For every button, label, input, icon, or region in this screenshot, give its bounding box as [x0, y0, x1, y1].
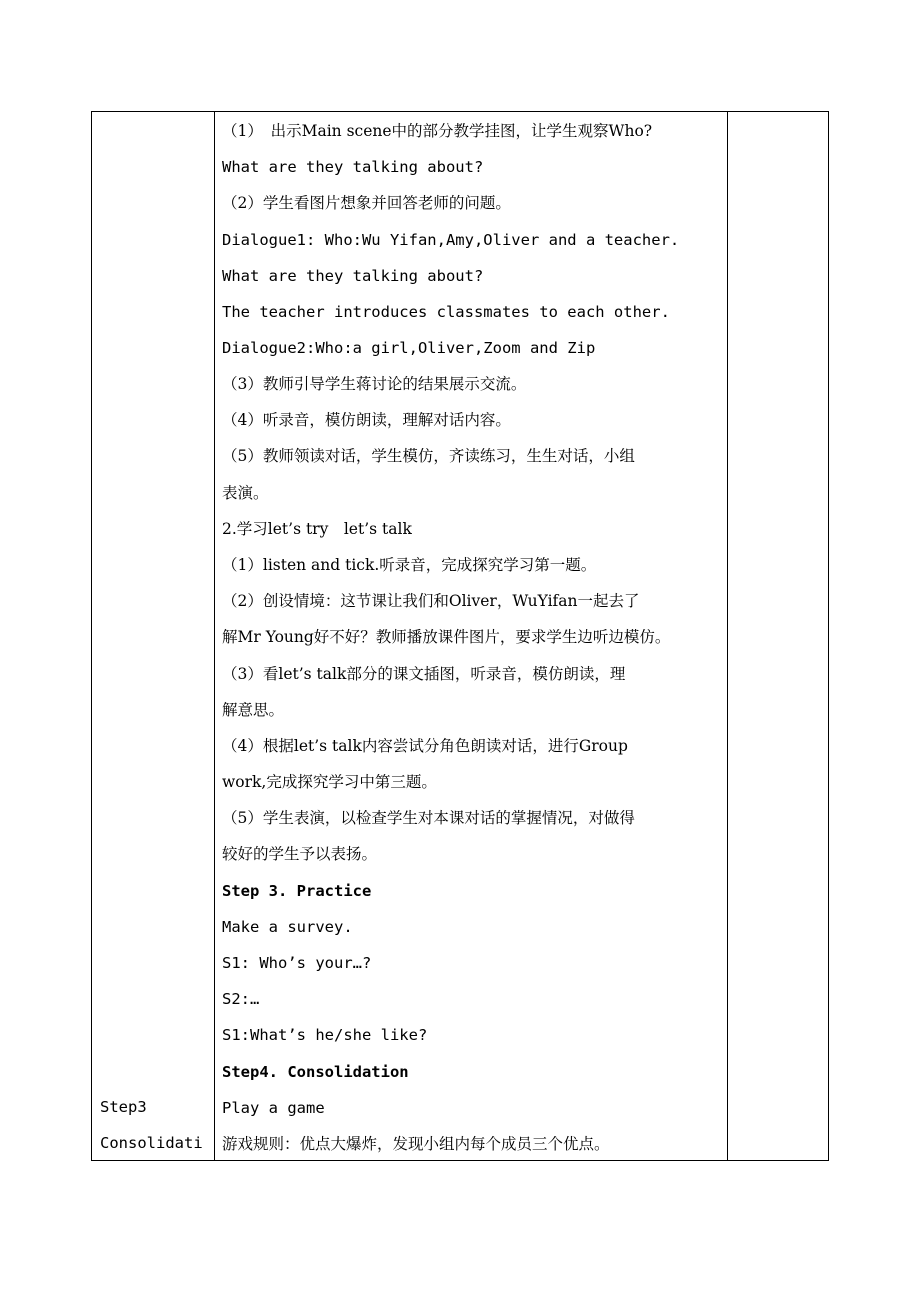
- step-name: Consolidati: [100, 1134, 203, 1152]
- text-line: What are they talking about?: [222, 158, 484, 176]
- text-line: （5）学生表演，以检查学生对本课对话的掌握情况，对做得: [222, 809, 635, 827]
- text-line: The teacher introduces classmates to each other.: [222, 303, 670, 321]
- text-line: 解Mr Young好不好？教师播放课件图片，要求学生边听边模仿。: [222, 628, 671, 646]
- text-line: 解意思。: [222, 701, 285, 719]
- text-line: （3）教师引导学生蒋讨论的结果展示交流。: [222, 375, 527, 393]
- text-line: Dialogue1: Who:Wu Yifan,Amy,Oliver and a teacher.: [222, 231, 680, 249]
- text-line: （4）根据let’s talk内容尝试分角色朗读对话，进行Group: [222, 737, 628, 755]
- text-line: （5）教师领读对话，学生模仿，齐读练习，生生对话，小组: [222, 447, 635, 465]
- section-heading: Step4. Consolidation: [222, 1063, 409, 1081]
- text-line: 游戏规则：优点大爆炸，发现小组内每个成员三个优点。: [222, 1135, 610, 1153]
- text-line: S1:What’s he/she like?: [222, 1026, 428, 1044]
- text-line: What are they talking about?: [222, 267, 484, 285]
- section-heading: Step 3. Practice: [222, 882, 372, 900]
- text-line: Dialogue2:Who:a girl,Oliver,Zoom and Zip: [222, 339, 596, 357]
- notes-column: [727, 112, 829, 1160]
- step-column: [92, 112, 214, 1160]
- text-line: （2）学生看图片想象并回答老师的问题。: [222, 194, 511, 212]
- text-line: 2.学习let’s try let’s talk: [222, 520, 412, 538]
- text-line: S2:…: [222, 990, 260, 1008]
- text-line: （1）listen and tick.听录音，完成探究学习第一题。: [222, 556, 597, 574]
- text-line: （4）听录音，模仿朗读，理解对话内容。: [222, 411, 511, 429]
- text-line: work,完成探究学习中第三题。: [222, 773, 437, 791]
- step-label: Step3: [100, 1098, 147, 1116]
- text-line: Play a game: [222, 1099, 325, 1117]
- text-line: （1） 出示Main scene中的部分教学挂图，让学生观察Who?: [222, 122, 653, 140]
- text-line: 表演。: [222, 484, 269, 502]
- text-line: （3）看let’s talk部分的课文插图，听录音，模仿朗读，理: [222, 665, 626, 683]
- text-line: S1: Who’s your…?: [222, 954, 372, 972]
- activity-column: [214, 112, 727, 1160]
- text-line: Make a survey.: [222, 918, 353, 936]
- text-line: 较好的学生予以表扬。: [222, 845, 378, 863]
- lesson-plan-table: [91, 111, 829, 1161]
- text-line: （2）创设情境：这节课让我们和Oliver，WuYifan一起去了: [222, 592, 640, 610]
